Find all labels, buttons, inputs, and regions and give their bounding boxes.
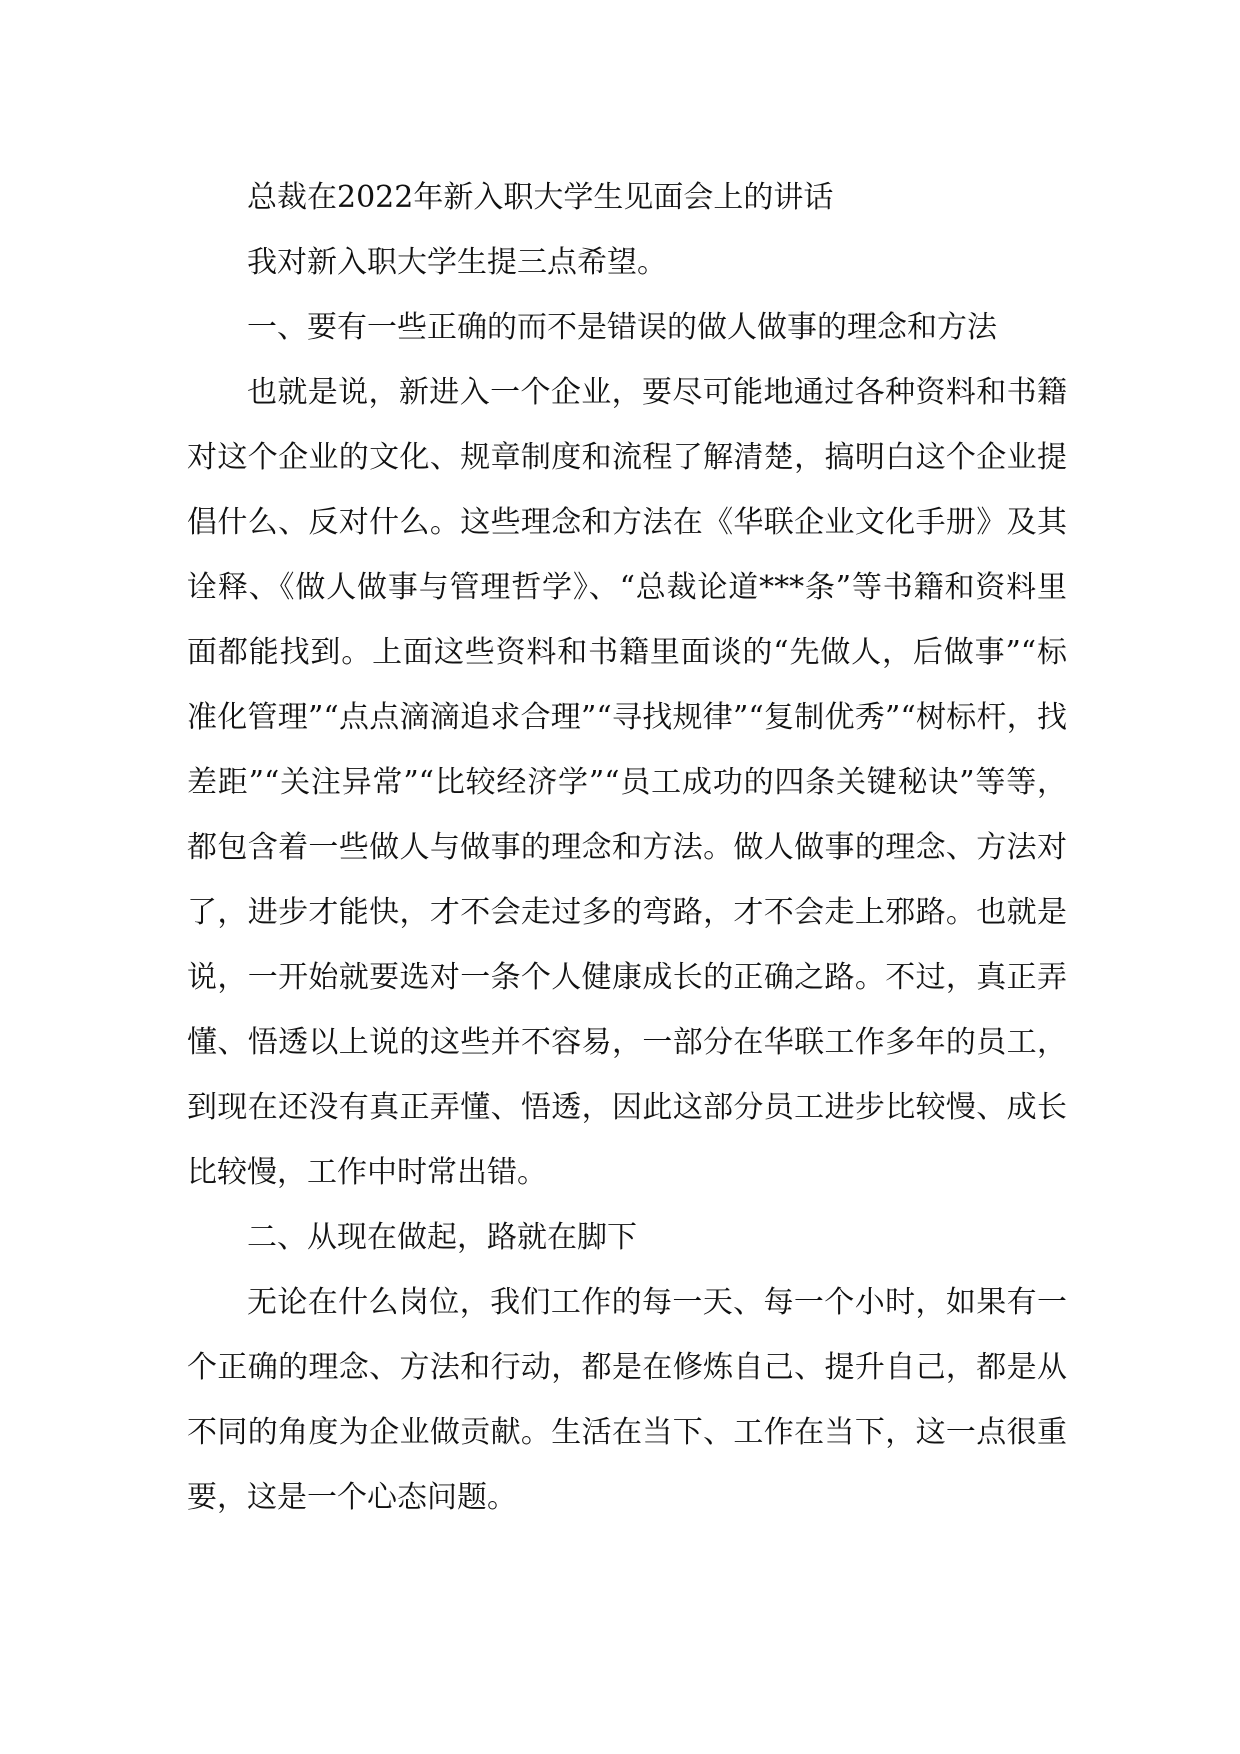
section-heading-1: 一、要有一些正确的而不是错误的做人做事的理念和方法	[247, 310, 997, 345]
intro-paragraph: 我对新入职大学生提三点希望。	[247, 245, 667, 280]
body-paragraph-2: 无论在什么岗位，我们工作的每一天、每一个小时，如果有一个正确的理念、方法和行动，都是在修炼自己、提升自己，都是从不同的角度为企业做贡献。生活在当下、工作在当下，这一点很重要，这是一个心态问题。	[187, 1285, 1067, 1515]
body-paragraph-1: 也就是说，新进入一个企业，要尽可能地通过各种资料和书籍对这个企业的文化、规章制度和流程了解清楚，搞明白这个企业提倡什么、反对什么。这些理念和方法在《华联企业文化手册》及其诠释、《做人做事与管理哲学》、“总裁论道***条”等书籍和资料里面都能找到。上面这些资料和书籍里面谈的“先做人，后做事”“标准化管理”“点点滴滴追求合理”“寻找规律”“复制优秀”“树标杆，找差距”“关注异常”“比较经济学”“员工成功的四条关键秘诀”等等，都包含着一些做人与做事的理念和方法。做人做事的理念、方法对了，进步才能快，才不会走过多的弯路，才不会走上邪路。也就是说，一开始就要选对一条个人健康成长的正确之路。不过，真正弄懂、悟透以上说的这些并不容易，一部分在华联工作多年的员工，到现在还没有真正弄懂、悟透，因此这部分员工进步比较慢、成长比较慢，工作中时常出错。	[187, 375, 1067, 1190]
section-heading-2: 二、从现在做起，路就在脚下	[247, 1220, 637, 1255]
document-title: 总裁在2022年新入职大学生见面会上的讲话	[247, 180, 834, 215]
document-body	[187, 165, 1067, 1530]
